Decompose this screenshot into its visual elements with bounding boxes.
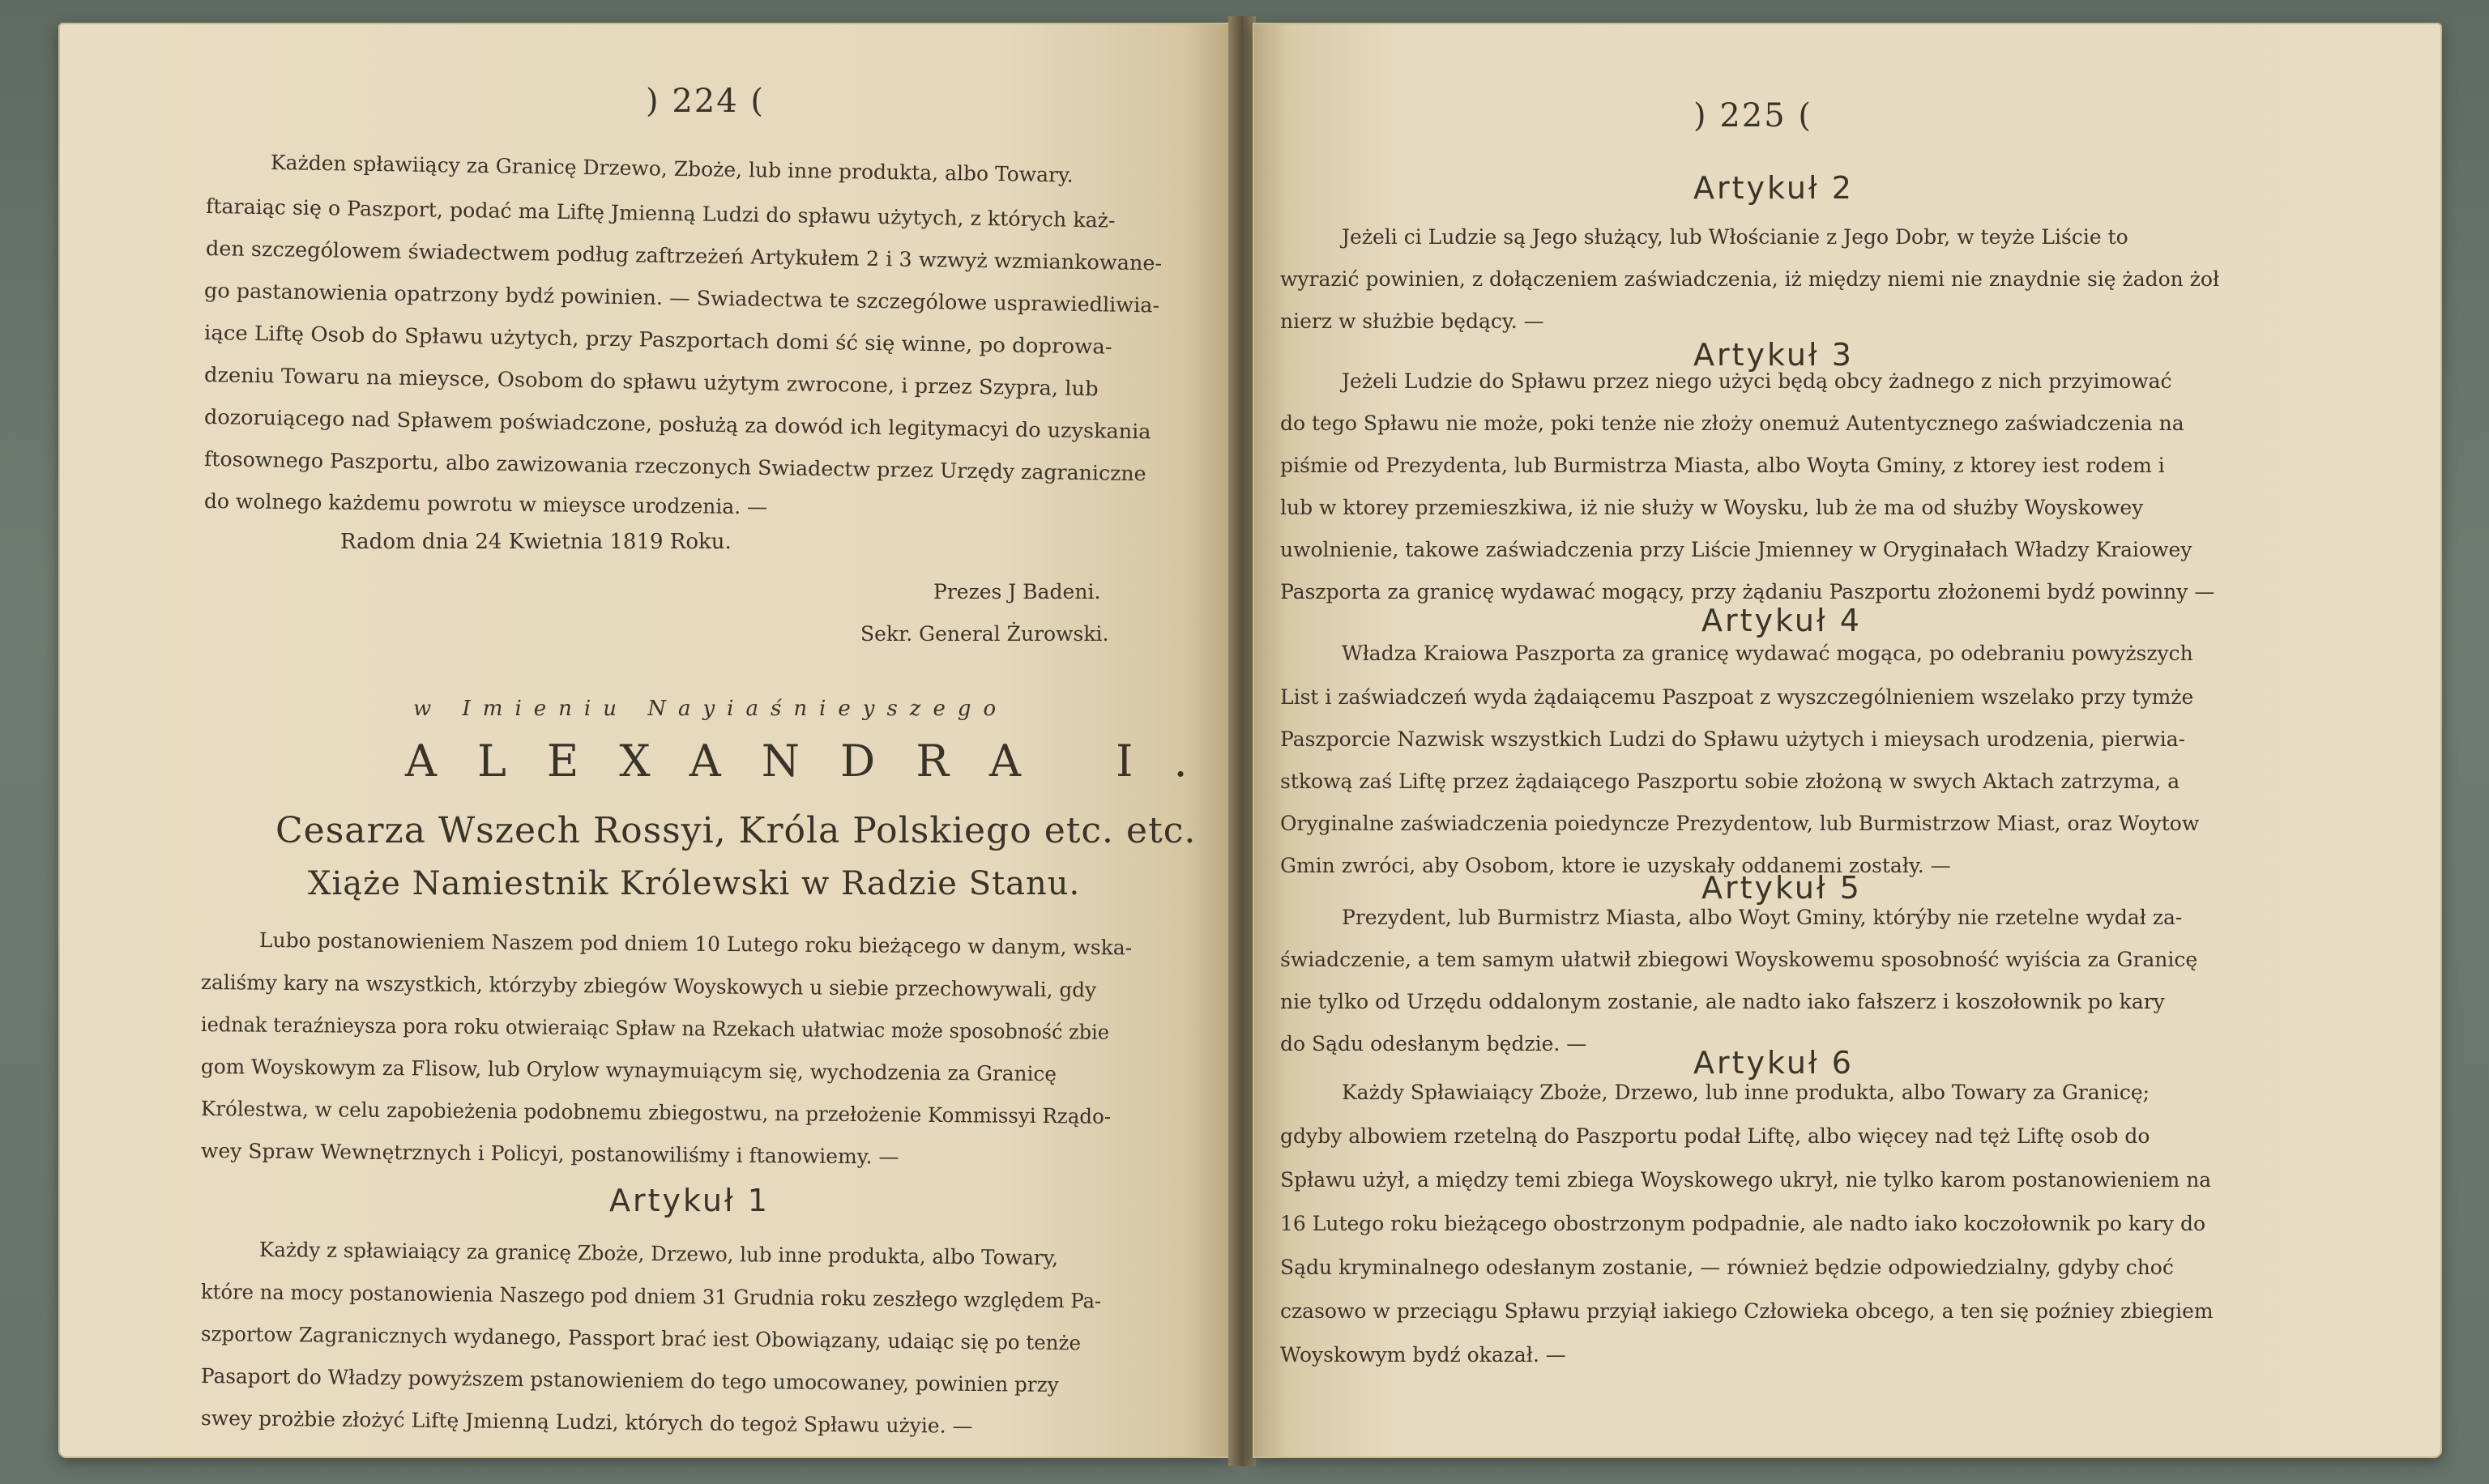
text-line: Każdy Spławiaiący Zboże, Drzewo, lub inne produkta, albo Towary za Granicę; [1342, 1081, 2150, 1104]
text-line: ftosownego Paszportu, albo zawizowania rzeczonych Swiadectw przez Urzędy zagraniczne [203, 447, 1146, 486]
text-line: den szczególowem świadectwem podług zaftrzeżeń Artykułem 2 i 3 wzwyż wzmiankowane- [205, 237, 1163, 275]
in-name-line: w Imieniu Nayiaśnieyszego [413, 697, 1009, 721]
book-gutter [1228, 16, 1256, 1466]
right-page [1253, 23, 2442, 1458]
text-line: gdyby albowiem rzetelną do Paszportu podał Liftę, albo więcey nad tęż Liftę osob do [1280, 1124, 2150, 1148]
signature-secretary: Sekr. General Żurowski. [860, 622, 1109, 646]
text-line: List i zaświadczeń wyda żądaiącemu Paszpoat z wyszczególnieniem wszelako przy tymże [1280, 685, 2194, 709]
text-line: Oryginalne zaświadczenia poiedyncze Prezydentow, lub Burmistrzow Miast, oraz Woytow [1280, 812, 2200, 835]
text-line: Prezydent, lub Burmistrz Miasta, albo Woyt Gminy, którýby nie rzetelne wydał za- [1342, 906, 2183, 929]
text-line: świadczenie, a tem samym ułatwił zbiegowi Woyskowemu sposobność wyiścia za Granicę [1280, 948, 2198, 971]
article-2-heading: Artykuł 2 [1693, 170, 1854, 206]
article-6-heading: Artykuł 6 [1693, 1045, 1854, 1081]
text-line: gom Woyskowym za Flisow, lub Orylow wynaymuiącym się, wychodzenia za Granicę [200, 1055, 1057, 1086]
date-line: Radom dnia 24 Kwietnia 1819 Roku. [340, 530, 732, 554]
article-4-heading: Artykuł 4 [1701, 603, 1862, 638]
text-line: Spławu użył, a między temi zbiega Woyskowego ukrył, nie tylko karom postanowieniem na [1280, 1168, 2212, 1192]
text-line: Jeżeli ci Ludzie są Jego służący, lub Włościanie z Jego Dobr, w teyże Liście to [1342, 225, 2128, 249]
emperor-title-2: Xiąże Namiestnik Królewski w Radzie Stanu. [308, 865, 1081, 902]
text-line: dzeniu Towaru na mieysce, Osobom do spławu użytym zwrocone, i przez Szypra, lub [203, 363, 1099, 401]
text-line: do tego Spławu nie może, poki tenże nie złoży onemuż Autentycznego zaświadczenia na [1280, 412, 2184, 435]
left-page-number: ) 224 ( [646, 83, 765, 120]
signature-president: Prezes J Badeni. [933, 580, 1101, 603]
text-line: ftaraiąc się o Paszport, podać ma Liftę Jmienną Ludzi do spławu użytych, z których każ- [205, 194, 1116, 232]
text-line: swey prożbie złożyć Liftę Jmienną Ludzi, których do tegoż Spławu użyie. — [200, 1406, 973, 1438]
text-line: wyrazić powinien, z dołączeniem zaświadczenia, iż między niemi nie znaydnie się żadon żoł [1280, 267, 2220, 291]
text-line: które na mocy postanowienia Naszego pod dniem 31 Grudnia roku zeszłego względem Pa- [200, 1280, 1102, 1313]
text-line: lub w ktorey przemieszkiwa, iż nie służy w Woysku, lub że ma od służby Woyskowey [1280, 496, 2144, 519]
text-line: iednak teraźnieysza pora roku otwieraiąc Spław na Rzekach ułatwiac może sposobność zbie [200, 1013, 1110, 1044]
text-line: 16 Lutego roku bieżącego obostrzonym podpadnie, ale nadto iako koczołownik po kary do [1280, 1212, 2206, 1235]
text-line: nie tylko od Urzędu oddalonym zostanie, ale nadto iako fałszerz i koszołownik po kary [1280, 990, 2165, 1013]
text-line: zaliśmy kary na wszystkich, którzyby zbiegów Woyskowych u siebie przechowywali, gdy [200, 970, 1097, 1002]
text-line: go pastanowienia opatrzony bydź powinien. — Swiadectwa te szczególowe usprawiedliwia- [203, 279, 1160, 318]
left-page [58, 23, 1232, 1458]
text-line: Każdy z spławiaiący za granicę Zboże, Drzewo, lub inne produkta, albo Towary, [258, 1238, 1059, 1270]
text-line: Paszporta za granicę wydawać mogący, przy żądaniu Paszportu złożonemi bydź powinny — [1280, 580, 2215, 603]
text-line: uwolnienie, takowe zaświadczenia przy Liście Jmienney w Oryginałach Władzy Kraiowey [1280, 538, 2192, 561]
text-line: iące Liftę Osob do Spławu użytych, przy Paszportach domi ść się winne, po doprowa- [203, 321, 1112, 359]
text-line: Sądu kryminalnego odesłanym zostanie, — również będzie odpowiedzialny, gdyby choć [1280, 1256, 2174, 1279]
emperor-name: ALEXANDRA I. [405, 736, 1228, 787]
text-line: nierz w służbie będący. — [1280, 309, 1544, 333]
text-line: Paszporcie Nazwisk wszystkich Ludzi do Spławu użytych i mieysach urodzenia, pierwia- [1280, 727, 2186, 751]
right-page-number: ) 225 ( [1693, 97, 1812, 134]
text-line: piśmie od Prezydenta, lub Burmistrza Miasta, albo Woyta Gminy, z ktorey iest rodem i [1280, 454, 2165, 477]
text-line: Władza Kraiowa Paszporta za granicę wydawać mogąca, po odebraniu powyższych [1342, 642, 2193, 665]
article-5-heading: Artykuł 5 [1701, 870, 1862, 906]
text-line: Gmin zwróci, aby Osobom, ktore ie uzyskały oddanemi zostały. — [1280, 854, 1951, 877]
text-line: do Sądu odesłanym będzie. — [1280, 1032, 1587, 1055]
text-line: Lubo postanowieniem Naszem pod dniem 10 Lutego roku bieżącego w danym, wska- [258, 928, 1133, 960]
text-line: stkową zaś Liftę przez żądaiącego Paszportu sobie złożoną w swych Aktach zatrzyma, a [1280, 770, 2180, 793]
text-line: dozoruiącego nad Spławem poświadczone, posłużą za dowód ich legitymacyi do uzyskania [203, 405, 1151, 444]
text-line: Jeżeli Ludzie do Spławu przez niego użyci będą obcy żadnego z nich przyimować [1342, 369, 2172, 393]
text-line: Królestwa, w celu zapobieżenia podobnemu zbiegostwu, na przełożenie Kommissyi Rządo- [200, 1097, 1112, 1128]
emperor-title-1: Cesarza Wszech Rossyi, Króla Polskiego etc. etc. [275, 810, 1197, 851]
text-line: Woyskowym bydź okazał. — [1280, 1343, 1566, 1367]
text-line: Pasaport do Władzy powyższem pstanowieniem do tego umocowaney, powinien przy [200, 1364, 1059, 1397]
text-line: wey Spraw Wewnętrznych i Policyi, postanowiliśmy i ftanowiemy. — [200, 1139, 899, 1169]
text-line: Każden spławiiący za Granicę Drzewo, Zboże, lub inne produkta, albo Towary. [270, 151, 1074, 187]
text-line: czasowo w przeciągu Spławu przyiął iakiego Człowieka obcego, a ten się poźniey zbiegiem [1280, 1299, 2214, 1323]
text-line: szportow Zagranicznych wydanego, Passport brać iest Obowiązany, udaiąc się po tenże [200, 1322, 1082, 1355]
article-3-heading: Artykuł 3 [1693, 337, 1854, 373]
text-line: do wolnego każdemu powrotu w mieysce urodzenia. — [203, 489, 768, 519]
article-1-heading: Artykuł 1 [609, 1183, 770, 1218]
